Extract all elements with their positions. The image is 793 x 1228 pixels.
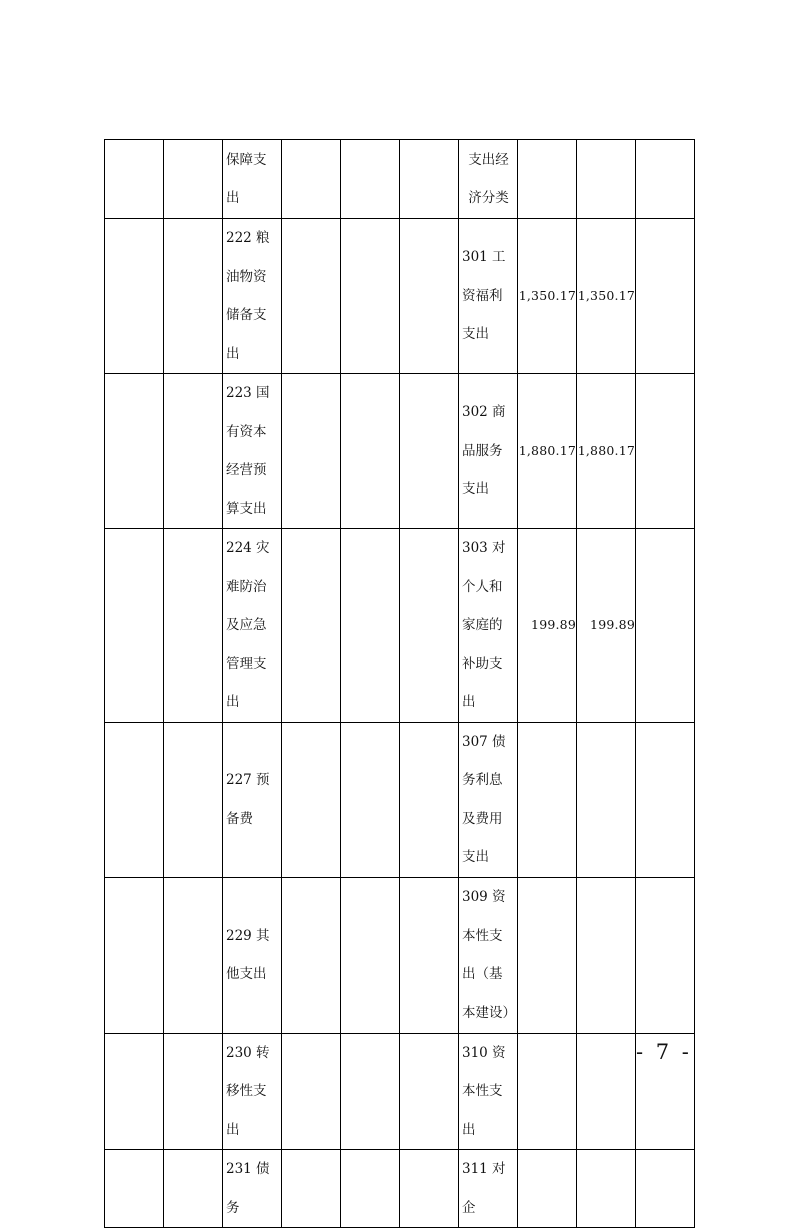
amount-cell: 1,880.17 (577, 374, 636, 529)
functional-category-cell: 231 债务 (223, 1150, 282, 1228)
amount-cell (577, 877, 636, 1033)
amount-cell (518, 140, 577, 219)
empty-cell (400, 1033, 459, 1150)
amount-cell: 199.89 (577, 529, 636, 723)
empty-cell (341, 1033, 400, 1150)
table-row (105, 1150, 695, 1228)
empty-cell (282, 140, 341, 219)
amount-cell: 199.89 (518, 529, 577, 723)
table-row (105, 877, 695, 1033)
empty-cell (282, 219, 341, 374)
empty-cell (105, 1150, 164, 1228)
empty-cell (282, 1150, 341, 1228)
amount-cell (577, 1150, 636, 1228)
empty-cell (400, 529, 459, 723)
amount-cell (518, 1150, 577, 1228)
empty-cell (105, 1033, 164, 1150)
empty-cell (164, 374, 223, 529)
functional-category-cell: 保障支出 (223, 140, 282, 219)
empty-cell (400, 219, 459, 374)
functional-category-cell: 223 国有资本经营预算支出 (223, 374, 282, 529)
economic-category-cell: 支出经济分类 (459, 140, 518, 219)
amount-cell (577, 140, 636, 219)
empty-cell (105, 140, 164, 219)
amount-cell: 1,350.17 (577, 219, 636, 374)
empty-cell (636, 877, 695, 1033)
empty-cell (341, 219, 400, 374)
table-row (105, 374, 695, 529)
economic-category-cell: 302 商品服务支出 (459, 374, 518, 529)
amount-cell (577, 722, 636, 877)
amount-cell (577, 1033, 636, 1150)
empty-cell (341, 722, 400, 877)
amount-cell (518, 722, 577, 877)
empty-cell (282, 877, 341, 1033)
empty-cell (282, 529, 341, 723)
table-row (105, 140, 695, 219)
empty-cell (341, 374, 400, 529)
empty-cell (105, 877, 164, 1033)
page-number: - 7 - (636, 1040, 692, 1064)
empty-cell (400, 877, 459, 1033)
empty-cell (636, 529, 695, 723)
empty-cell (282, 374, 341, 529)
table-row (105, 529, 695, 723)
economic-category-cell: 309 资本性支出（基本建设） (459, 877, 518, 1033)
amount-cell: 1,350.17 (518, 219, 577, 374)
empty-cell (282, 1033, 341, 1150)
empty-cell (105, 374, 164, 529)
amount-cell (518, 877, 577, 1033)
empty-cell (105, 722, 164, 877)
empty-cell (164, 1033, 223, 1150)
amount-cell: 1,880.17 (518, 374, 577, 529)
empty-cell (282, 722, 341, 877)
empty-cell (341, 529, 400, 723)
economic-category-cell: 303 对个人和家庭的补助支出 (459, 529, 518, 723)
amount-cell (518, 1033, 577, 1150)
empty-cell (164, 219, 223, 374)
empty-cell (341, 1150, 400, 1228)
functional-category-cell: 227 预备费 (223, 722, 282, 877)
functional-category-cell: 229 其他支出 (223, 877, 282, 1033)
empty-cell (164, 722, 223, 877)
empty-cell (105, 529, 164, 723)
economic-category-cell: 310 资本性支出 (459, 1033, 518, 1150)
empty-cell (636, 140, 695, 219)
empty-cell (341, 140, 400, 219)
table-row (105, 219, 695, 374)
empty-cell (164, 1150, 223, 1228)
functional-category-cell: 222 粮油物资储备支出 (223, 219, 282, 374)
economic-category-cell: 311 对企 (459, 1150, 518, 1228)
economic-category-cell: 307 债务利息及费用支出 (459, 722, 518, 877)
empty-cell (636, 219, 695, 374)
empty-cell (105, 219, 164, 374)
empty-cell (164, 140, 223, 219)
empty-cell (400, 140, 459, 219)
table-row (105, 722, 695, 877)
empty-cell (400, 374, 459, 529)
empty-cell (164, 529, 223, 723)
budget-table (104, 139, 695, 1228)
empty-cell (636, 1150, 695, 1228)
empty-cell (341, 877, 400, 1033)
functional-category-cell: 230 转移性支出 (223, 1033, 282, 1150)
empty-cell (636, 374, 695, 529)
economic-category-cell: 301 工资福利支出 (459, 219, 518, 374)
empty-cell (636, 722, 695, 877)
empty-cell (400, 722, 459, 877)
table-row (105, 1033, 695, 1150)
empty-cell (164, 877, 223, 1033)
empty-cell (400, 1150, 459, 1228)
functional-category-cell: 224 灾难防治及应急管理支出 (223, 529, 282, 723)
